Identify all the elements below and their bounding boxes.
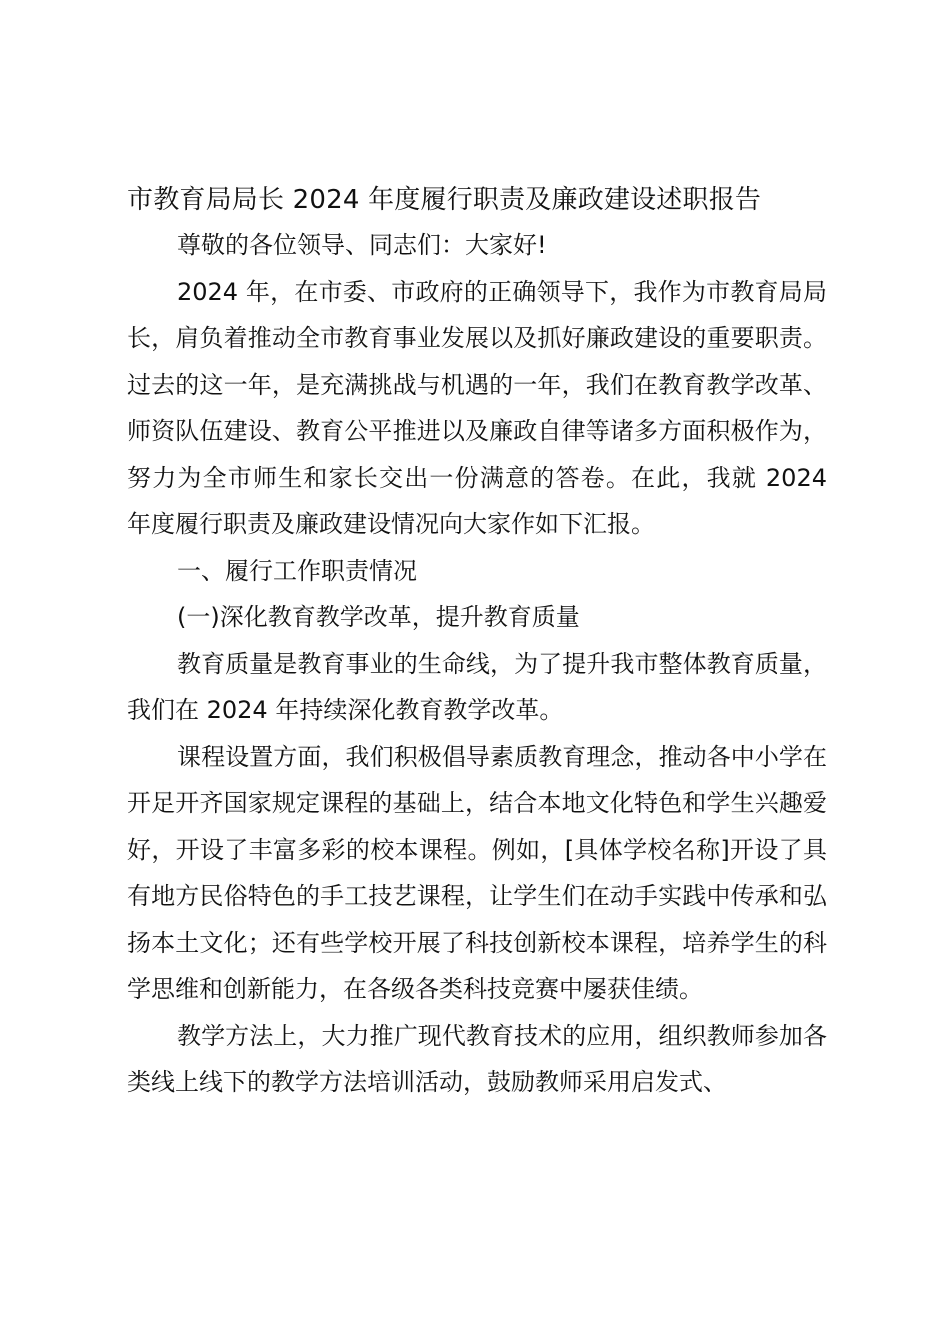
body-paragraph: 教育质量是教育事业的生命线，为了提升我市整体教育质量，我们在 2024 年持续深化教育教学改革。	[127, 649, 827, 724]
salutation-paragraph: 尊敬的各位领导、同志们：大家好!	[177, 231, 547, 259]
body-paragraph: 课程设置方面，我们积极倡导素质教育理念，推动各中小学在开足开齐国家规定课程的基础上，结合本地文化特色和学生兴趣爱好，开设了丰富多彩的校本课程。例如，[具体学校名称]开设了具有地方民俗特色的手工技艺课程，让学生们在动手实践中传承和弘扬本土文化；还有些学校开展了科技创新校本课程，培养学生的科学思维和创新能力，在各级各类科技竞赛中屡获佳绩。	[127, 742, 827, 1003]
body-paragraph: 教学方法上，大力推广现代教育技术的应用，组织教师参加各类线上线下的教学方法培训活动，鼓励教师采用启发式、	[127, 1021, 827, 1096]
section-heading: 一、履行工作职责情况	[177, 556, 417, 585]
document-body	[127, 222, 827, 1106]
subsection-heading: (一)深化教育教学改革，提升教育质量	[177, 603, 580, 631]
intro-paragraph: 2024 年，在市委、市政府的正确领导下，我作为市教育局局长，肩负着推动全市教育事业发展以及抓好廉政建设的重要职责。过去的这一年，是充满挑战与机遇的一年，我们在教育教学改革、师资队伍建设、教育公平推进以及廉政自律等诸多方面积极作为，努力为全市师生和家长交出一份满意的答卷。在此，我就 2024 年度履行职责及廉政建设情况向大家作如下汇报。	[127, 277, 827, 538]
document-title: 市教育局局长 2024 年度履行职责及廉政建设述职报告	[127, 185, 762, 215]
